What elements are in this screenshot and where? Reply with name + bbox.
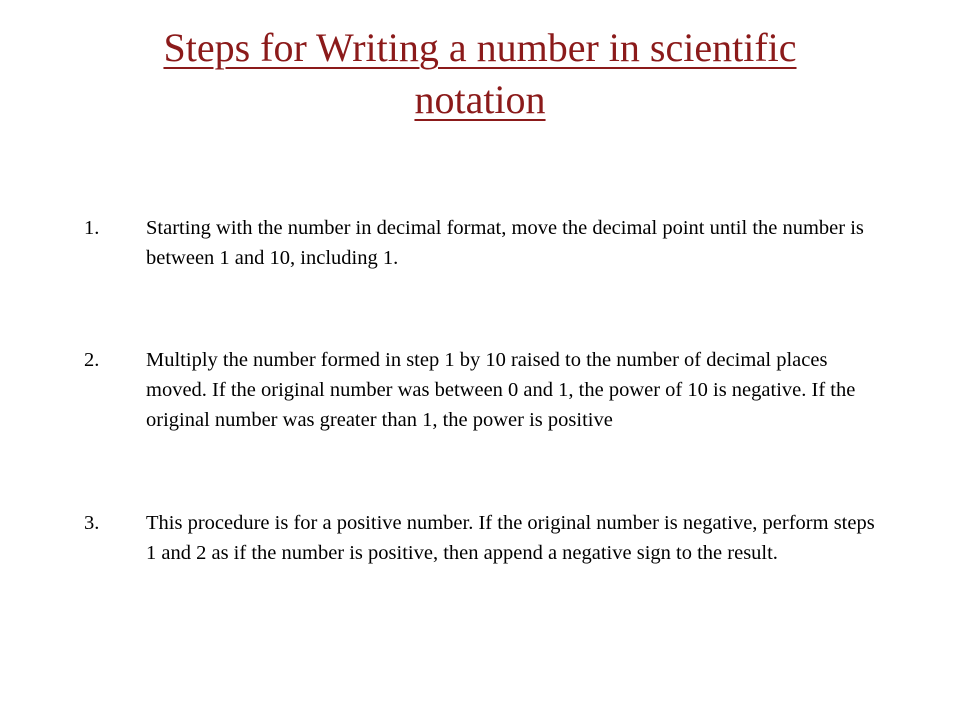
slide-title: Steps for Writing a number in scientific notation <box>163 25 797 122</box>
step-text-3: This procedure is for a positive number. If the original number is negative, perform steps 1 and 2 as if the number is positive, then append a negative sign to the result. <box>146 512 875 564</box>
step-number-3: 3. <box>84 512 100 534</box>
step-text-1: Starting with the number in decimal format, move the decimal point until the number is between 1 and 10, including 1. <box>146 217 864 269</box>
step-text-2: Multiply the number formed in step 1 by 10 raised to the number of decimal places moved. If the original number was between 0 and 1, the power of 10 is negative. If the original number was greater than 1, the power is positive <box>146 349 856 431</box>
step-number-2: 2. <box>84 349 100 371</box>
step-number-1: 1. <box>84 217 100 239</box>
